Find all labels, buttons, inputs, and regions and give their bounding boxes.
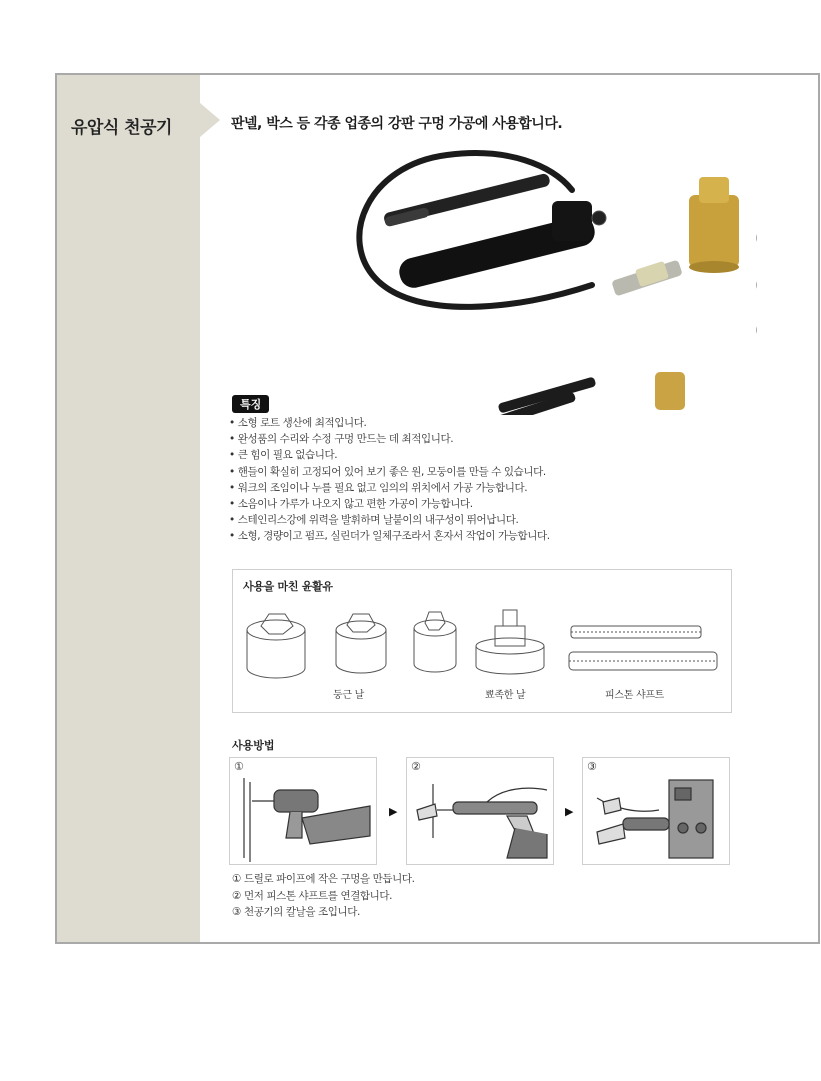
feature-item: • 소음이나 가루가 나오지 않고 편한 가공이 가능합니다.	[229, 498, 473, 511]
sidebar	[57, 75, 200, 942]
step-illustration-tighten	[583, 758, 731, 866]
usage-step-text: ① 드릴로 파이프에 작은 구멍을 만듭니다.	[232, 873, 415, 885]
feature-item: • 소형 로트 생산에 최적입니다.	[229, 417, 367, 429]
caption-round-blade: 둥근 날	[333, 690, 364, 701]
usage-title: 사용방법	[232, 739, 275, 752]
step-arrow-icon: ▶	[389, 805, 398, 818]
step-card-3	[582, 757, 730, 865]
feature-item: • 큰 힘이 필요 없습니다.	[229, 449, 338, 462]
parts-panel-title: 사용을 마친 윤활유	[243, 580, 333, 593]
step-illustration-drill	[230, 758, 378, 866]
features-badge: 특징	[232, 395, 269, 413]
feature-item: • 스테인리스강에 위력을 발휘하며 날붙이의 내구성이 뛰어납니다.	[229, 514, 519, 527]
feature-item: • 핸들이 확실히 고정되어 있어 보기 좋은 원, 모둥이를 만들 수 있습니다.	[229, 465, 546, 478]
sidebar-pointer	[200, 103, 220, 137]
content-frame	[55, 73, 820, 944]
step-number: ①	[234, 760, 244, 773]
step-number: ②	[411, 760, 421, 773]
step-card-2	[406, 757, 554, 865]
product-image	[337, 145, 757, 415]
step-arrow-icon: ▶	[565, 805, 574, 818]
feature-item: • 워크의 조임이나 누를 필요 없고 임의의 위치에서 가공 가능합니다.	[229, 481, 528, 494]
usage-step-text: ② 먼저 피스톤 샤프트를 연결합니다.	[232, 889, 393, 902]
caption-pointed-blade: 뾰족한 날	[485, 690, 526, 701]
caption-piston-shaft: 피스톤 샤프트	[605, 690, 665, 701]
usage-step-text: ③ 천공기의 칼날을 조입니다.	[232, 906, 360, 918]
feature-list	[229, 415, 550, 545]
parts-panel	[232, 569, 732, 713]
feature-item: • 소형, 경량이고 펌프, 실린더가 일체구조라서 혼자서 작업이 가능합니다.	[229, 530, 550, 543]
step-illustration-connect	[407, 758, 555, 866]
sidebar-title: 유압식 천공기	[71, 118, 172, 138]
feature-item: • 완성품의 수리와 수정 구멍 만드는 데 최적입니다.	[229, 433, 454, 446]
usage-steps-list	[232, 871, 415, 921]
step-card-1	[229, 757, 377, 865]
step-number: ③	[587, 760, 597, 773]
headline: 판넬, 박스 등 각종 업종의 강판 구멍 가공에 사용합니다.	[231, 116, 563, 132]
